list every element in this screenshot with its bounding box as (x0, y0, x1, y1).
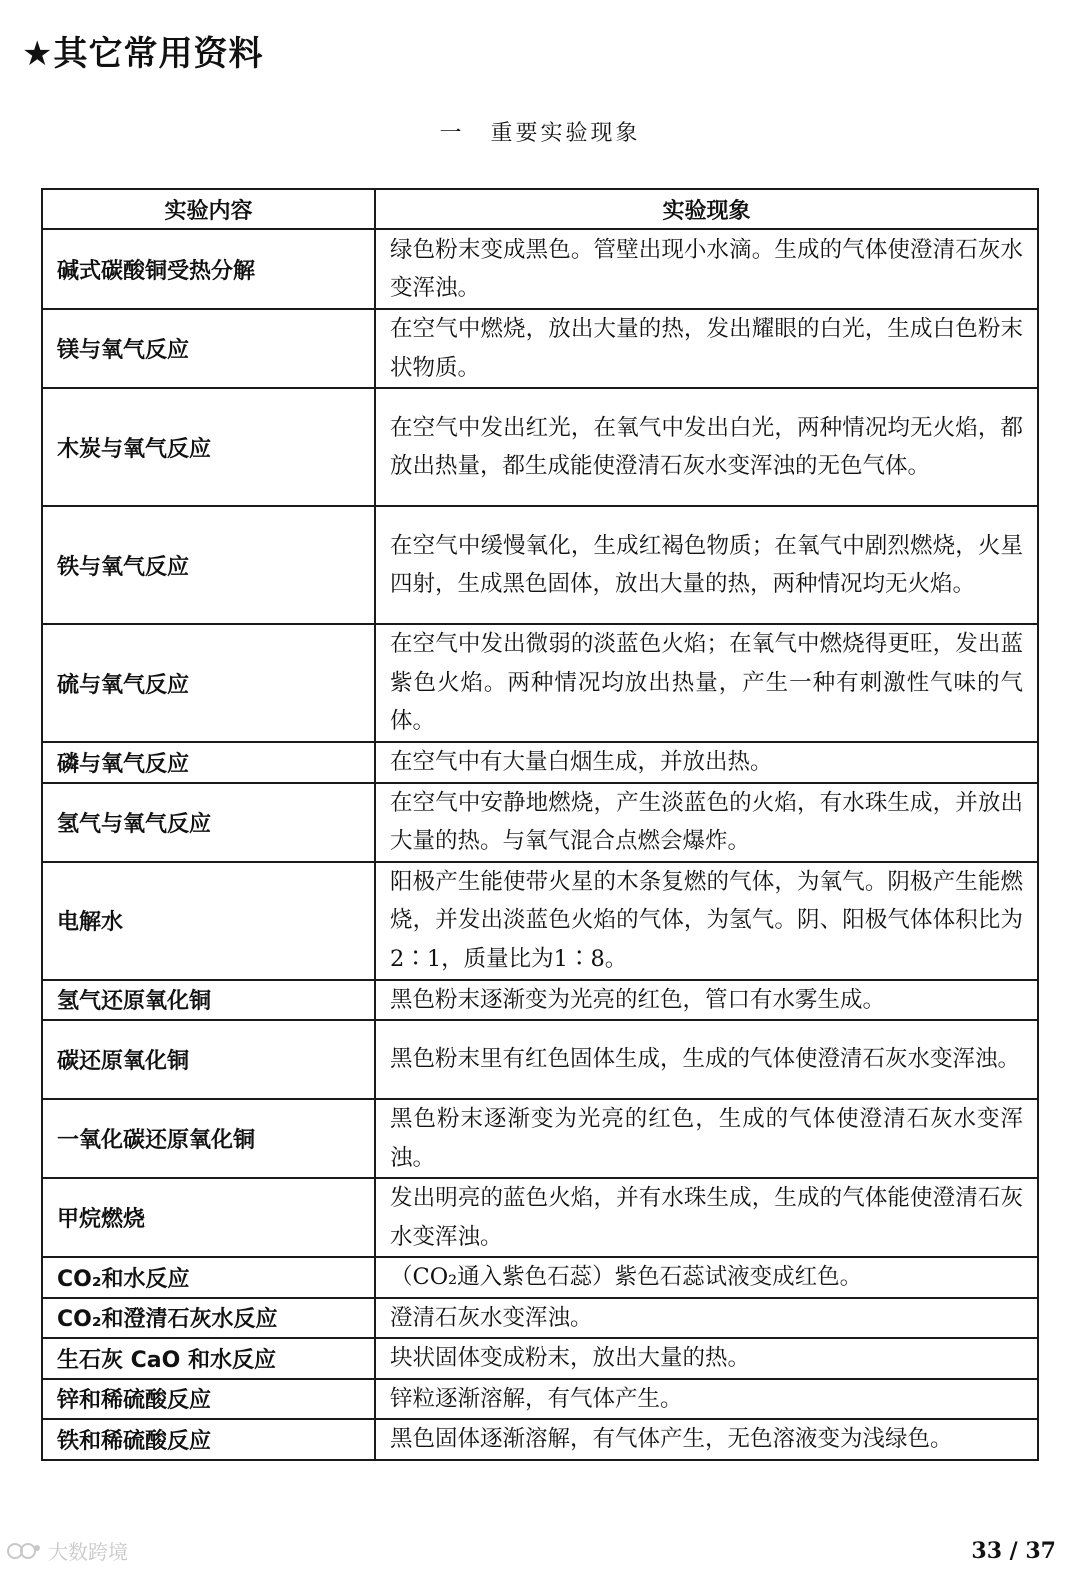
table-row (42, 1338, 1038, 1379)
experiment-cell: 铁与氧气反应 (42, 506, 375, 624)
phenomenon-cell: 在空气中缓慢氧化，生成红褐色物质；在氧气中剧烈燃烧，火星四射，生成黑色固体，放出大量的热，两种情况均无火焰。 (375, 506, 1038, 624)
watermark-text: 大数跨境 (48, 1540, 128, 1564)
experiment-cell: 甲烷燃烧 (42, 1178, 375, 1257)
phenomenon-cell: 绿色粉末变成黑色。管壁出现小水滴。生成的气体使澄清石灰水变浑浊。 (375, 229, 1038, 309)
phenomenon-cell: 黑色粉末里有红色固体生成，生成的气体使澄清石灰水变浑浊。 (375, 1020, 1038, 1099)
experiment-cell: 一氧化碳还原氧化铜 (42, 1099, 375, 1178)
experiment-cell: 氢气还原氧化铜 (42, 980, 375, 1021)
table-row (42, 229, 1038, 309)
table-row (42, 309, 1038, 388)
page-number: 33 / 37 (971, 1538, 1056, 1564)
table-row (42, 1020, 1038, 1099)
watermark (6, 1536, 128, 1565)
phenomenon-cell: （CO₂通入紫色石蕊）紫色石蕊试液变成红色。 (375, 1257, 1038, 1298)
column-header-experiment: 实验内容 (42, 189, 375, 229)
phenomenon-cell: 在空气中发出微弱的淡蓝色火焰；在氧气中燃烧得更旺，发出蓝紫色火焰。两种情况均放出热量，产生一种有刺激性气味的气体。 (375, 624, 1038, 742)
section-title (0, 116, 1080, 147)
table-row (42, 1379, 1038, 1420)
watermark-logo-icon (6, 1540, 42, 1562)
table-row (42, 506, 1038, 624)
experiment-cell: CO₂和澄清石灰水反应 (42, 1298, 375, 1339)
experiment-cell: 生石灰 CaO 和水反应 (42, 1338, 375, 1379)
phenomenon-cell: 发出明亮的蓝色火焰，并有水珠生成，生成的气体能使澄清石灰水变浑浊。 (375, 1178, 1038, 1257)
experiment-cell: CO₂和水反应 (42, 1257, 375, 1298)
experiment-cell: 铁和稀硫酸反应 (42, 1419, 375, 1460)
experiment-cell: 电解水 (42, 862, 375, 980)
table-header-row (42, 189, 1038, 229)
table-row (42, 862, 1038, 980)
phenomenon-cell: 黑色固体逐渐溶解，有气体产生，无色溶液变为浅绿色。 (375, 1419, 1038, 1460)
phenomenon-cell: 黑色粉末逐渐变为光亮的红色，管口有水雾生成。 (375, 980, 1038, 1021)
phenomenon-cell: 在空气中有大量白烟生成，并放出热。 (375, 742, 1038, 783)
section-number: 一 (439, 121, 465, 146)
table-row (42, 1298, 1038, 1339)
experiment-cell: 硫与氧气反应 (42, 624, 375, 742)
experiment-cell: 碱式碳酸铜受热分解 (42, 229, 375, 309)
section-title-text: 重要实验现象 (490, 121, 641, 146)
phenomenon-cell: 块状固体变成粉末，放出大量的热。 (375, 1338, 1038, 1379)
table-row (42, 1099, 1038, 1178)
phenomenon-cell: 澄清石灰水变浑浊。 (375, 1298, 1038, 1339)
phenomenon-cell: 在空气中安静地燃烧，产生淡蓝色的火焰，有水珠生成，并放出大量的热。与氧气混合点燃会爆炸。 (375, 783, 1038, 862)
phenomenon-cell: 黑色粉末逐渐变为光亮的红色，生成的气体使澄清石灰水变浑浊。 (375, 1099, 1038, 1178)
table-row (42, 742, 1038, 783)
table-row (42, 1419, 1038, 1460)
experiment-cell: 氢气与氧气反应 (42, 783, 375, 862)
page-header: ★其它常用资料 (22, 34, 264, 74)
table-row (42, 388, 1038, 506)
table-row (42, 624, 1038, 742)
table-row (42, 980, 1038, 1021)
experiment-phenomena-table (41, 188, 1039, 1461)
phenomenon-cell: 阳极产生能使带火星的木条复燃的气体，为氧气。阴极产生能燃烧，并发出淡蓝色火焰的气体，为氢气。阴、阳极气体体积比为2∶1，质量比为1∶8。 (375, 862, 1038, 980)
experiment-cell: 碳还原氧化铜 (42, 1020, 375, 1099)
phenomenon-cell: 锌粒逐渐溶解，有气体产生。 (375, 1379, 1038, 1420)
table-row (42, 1257, 1038, 1298)
column-header-phenomenon: 实验现象 (375, 189, 1038, 229)
phenomenon-cell: 在空气中燃烧，放出大量的热，发出耀眼的白光，生成白色粉末状物质。 (375, 309, 1038, 388)
table-row (42, 1178, 1038, 1257)
phenomenon-cell: 在空气中发出红光，在氧气中发出白光，两种情况均无火焰，都放出热量，都生成能使澄清石灰水变浑浊的无色气体。 (375, 388, 1038, 506)
table-row (42, 783, 1038, 862)
experiment-cell: 镁与氧气反应 (42, 309, 375, 388)
experiment-cell: 锌和稀硫酸反应 (42, 1379, 375, 1420)
experiment-cell: 磷与氧气反应 (42, 742, 375, 783)
experiment-cell: 木炭与氧气反应 (42, 388, 375, 506)
